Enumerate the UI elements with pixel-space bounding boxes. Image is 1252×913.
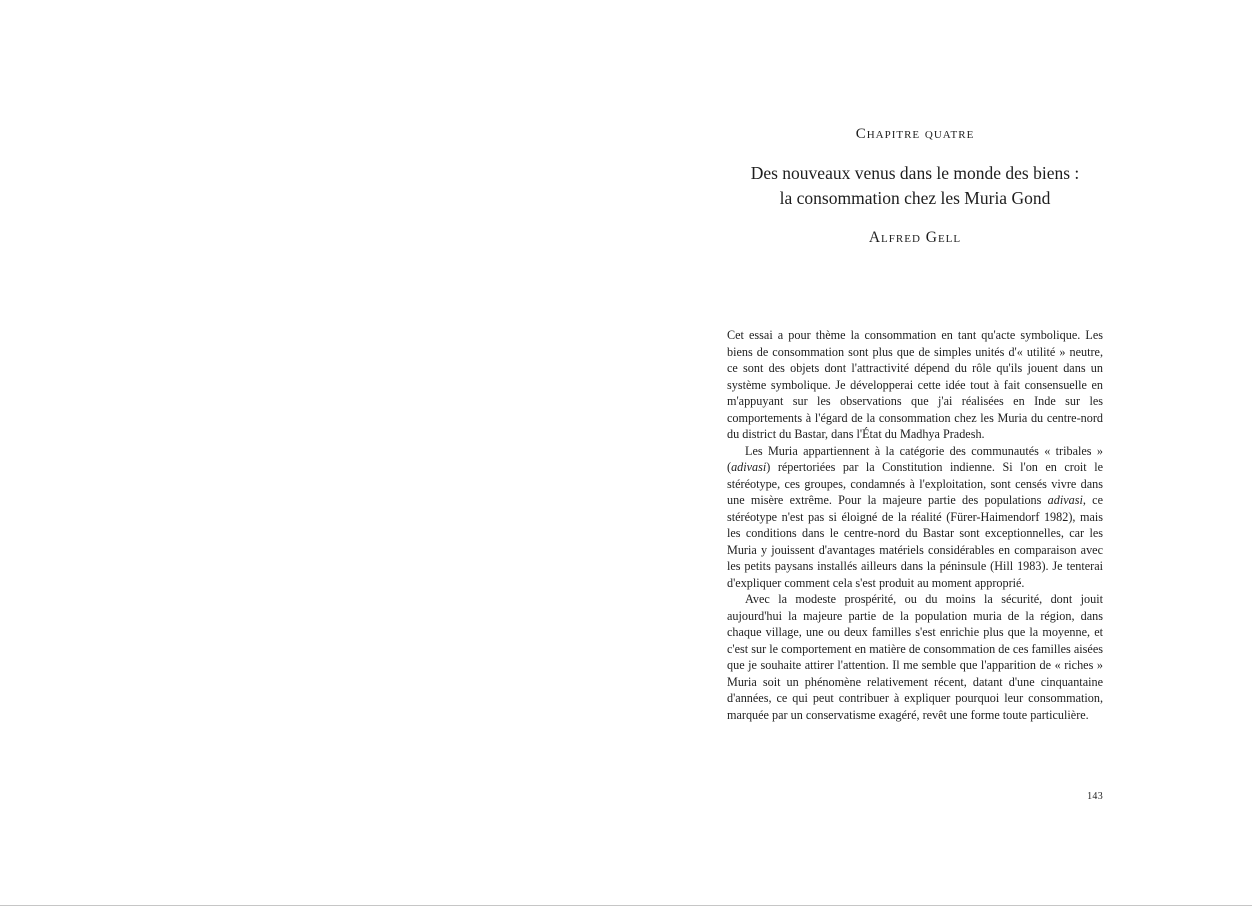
page-number: 143: [1087, 791, 1103, 802]
chapter-title: [697, 161, 1133, 211]
italic-text-run: adivasi: [731, 460, 767, 474]
text-run: ) répertoriées par la Constitution indienne. Si l'on en croit le stéréotype, ces groupes, condamnés à l'exploitation, sont censés vivre dans une misère extrême. Pour la majeure partie des populations: [727, 460, 1103, 507]
body-text: [727, 327, 1103, 723]
page-bottom-edge: [0, 905, 1252, 906]
paragraph: [727, 443, 1103, 592]
text-run: Avec la modeste prospérité, ou du moins la sécurité, dont jouit aujourd'hui la majeure partie de la population muria de la région, dans chaque village, une ou deux familles s'est enrichie plus que la moyenne, et c'est sur le comportement en matière de consommation de ces familles aisées que je souhaite attirer l'attention. Il me semble que l'apparition de « riches » Muria soit un phénomène relativement récent, datant d'une cinquantaine d'années, ce qui peut contribuer à expliquer pourquoi leur consommation, marquée par un conservatisme exagéré, revêt une forme toute particulière.: [727, 592, 1103, 722]
chapter-title-line-1: Des nouveaux venus dans le monde des biens :: [750, 163, 1080, 183]
text-run: Cet essai a pour thème la consommation en tant qu'acte symbolique. Les biens de consommation sont plus que de simples unités d'« utilité » neutre, ce sont des objets dont l'attractivité dépend du rôle qu'ils jouent dans un système symbolique. Je développerai cette idée tout à fait consensuelle en m'appuyant sur les observations que j'ai réalisées en Inde sur les comportements à l'égard de la consommation chez les Muria du centre-nord du district du Bastar, dans l'État du Madhya Pradesh.: [727, 328, 1103, 441]
paragraph: [727, 327, 1103, 443]
text-run: Les Muria appartiennent à la catégorie des communautés « tribales » (: [727, 443, 1103, 474]
italic-text-run: adivasi: [1047, 493, 1083, 507]
chapter-heading: Chapitre quatre: [855, 126, 975, 142]
author-name: Alfred Gell: [868, 229, 962, 246]
text-run: , ce stéréotype n'est pas si éloigné de la réalité (Fürer-Haimendorf 1982), mais les conditions dans le centre-nord du Bastar sont exceptionnelles, car les Muria y jouissent d'avantages matériels considérables en comparaison avec les petits paysans installés ailleurs dans la péninsule (Hill 1983). Je tenterai d'expliquer comment cela s'est produit au moment approprié.: [727, 493, 1103, 590]
right-page: [727, 0, 1103, 913]
paragraph: [727, 591, 1103, 723]
chapter-title-line-2: la consommation chez les Muria Gond: [779, 188, 1051, 208]
